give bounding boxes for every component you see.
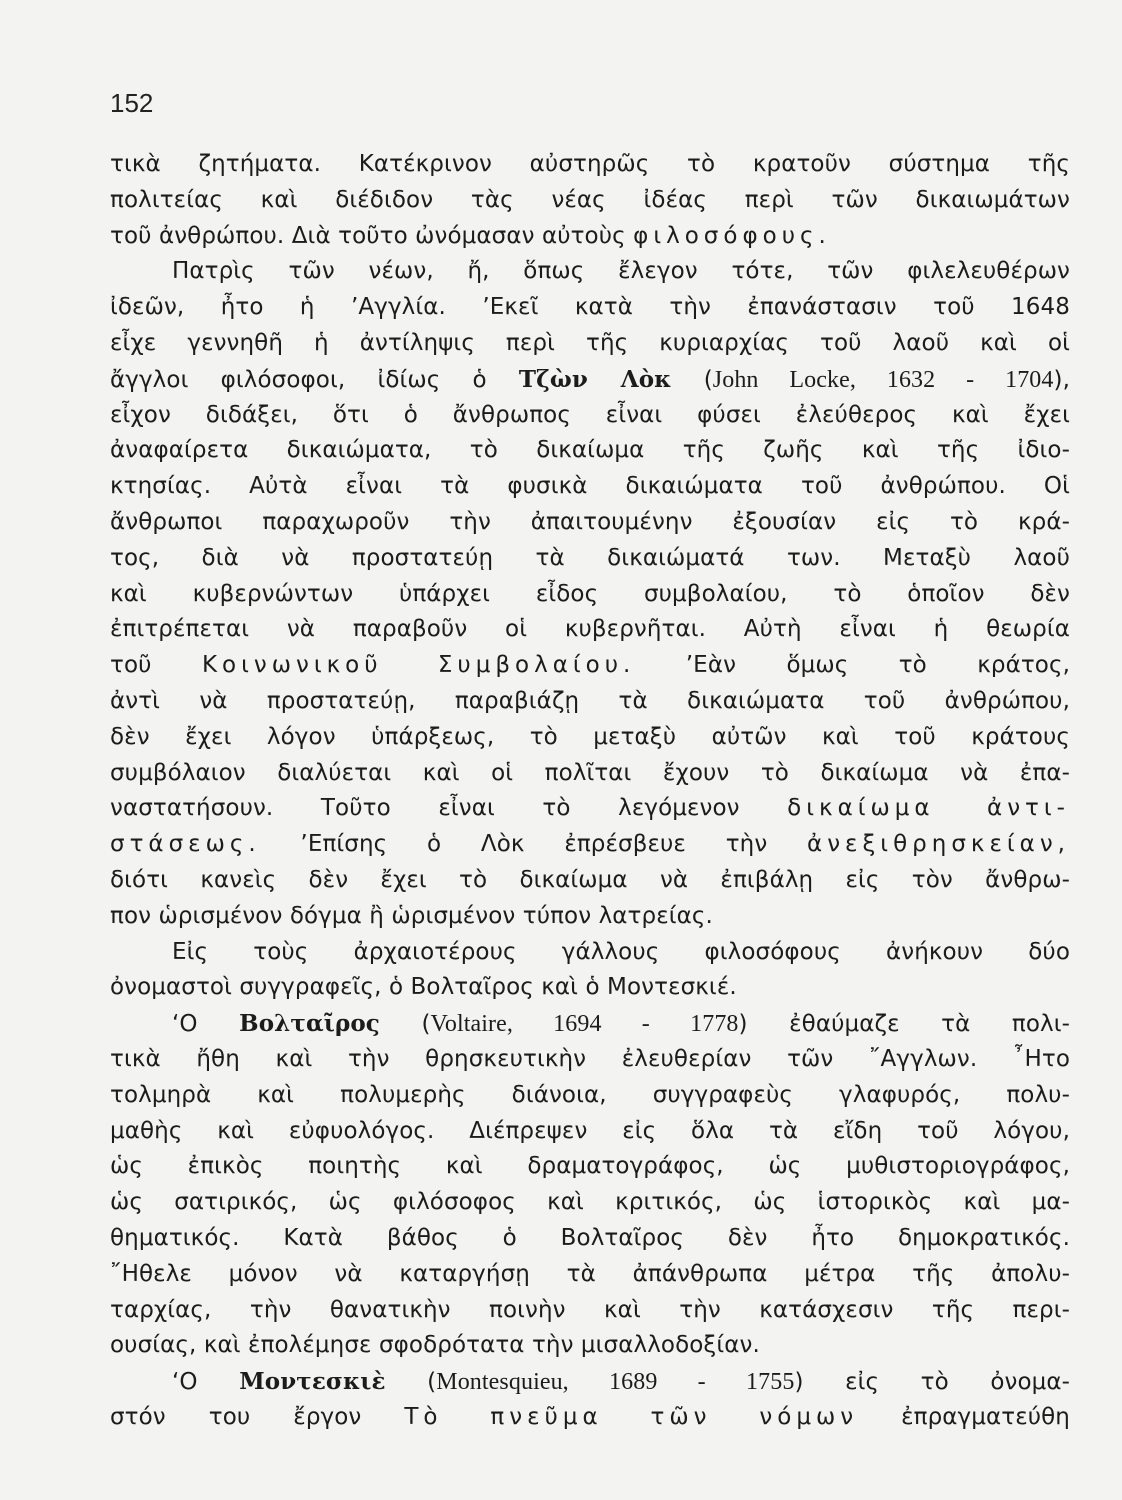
text-line <box>110 863 1070 899</box>
text-line <box>110 1328 1070 1364</box>
text-segment: συμβόλαιον διαλύεται καὶ οἱ πολῖται ἔχουν τὸ δικαίωμα νὰ ἐπα- <box>110 759 1070 786</box>
text-line <box>110 577 1070 613</box>
text-segment: ) ἐθαύμαζε τὰ πολι- <box>738 1011 1071 1038</box>
text-segment: ναστατήσουν. Τοῦτο εἶναι τὸ λεγόμενον <box>110 795 788 822</box>
text-line <box>110 147 1070 183</box>
bold-name: Τζὼν Λὸκ <box>518 365 672 393</box>
text-line <box>110 541 1070 577</box>
text-line <box>110 970 1070 1006</box>
text-segment: Πατρὶς τῶν νέων, ἤ, ὅπως ἔλεγον τότε, τῶν φιλελευθέρων <box>172 258 1070 285</box>
text-line <box>110 362 1070 398</box>
text-line <box>110 791 1070 827</box>
text-segment: ἐπραγματεύθη <box>858 1403 1070 1430</box>
text-segment: θηματικός. Κατὰ βάθος ὁ Βολταῖρος δὲν ἦτο δημοκρατικός. <box>110 1224 1070 1251</box>
text-segment: τος, διὰ νὰ προστατεύῃ τὰ δικαιώματά των. Μεταξὺ λαοῦ <box>110 544 1070 571</box>
text-segment: ὡς σατιρικός, ὡς φιλόσοφος καὶ κριτικός, ὡς ἱστορικὸς καὶ μα- <box>110 1189 1070 1216</box>
text-segment: ( <box>671 366 713 393</box>
text-line <box>110 326 1070 362</box>
latin-reference: Montesquieu, 1689 - 1755 <box>436 1369 795 1396</box>
text-segment: εἶχον διδάξει, ὅτι ὁ ἄνθρωπος εἶναι φύσει ἐλεύθερος καὶ ἔχει <box>110 401 1070 428</box>
text-line <box>110 505 1070 541</box>
text-segment: διότι κανεὶς δὲν ἔχει τὸ δικαίωμα νὰ ἐπιβάλῃ εἰς τὸν ἄνθρω- <box>110 866 1070 893</box>
text-segment: ἐπιτρέπεται νὰ παραβοῦν οἱ κυβερνῆται. Αὐτὴ εἶναι ἡ θεωρία <box>110 616 1070 643</box>
text-segment: ), <box>1053 366 1070 393</box>
text-line <box>110 648 1070 684</box>
latin-reference: John Locke, 1632 - 1704 <box>712 366 1054 393</box>
text-segment: ’Εὰν ὅμως τὸ κράτος, <box>635 652 1070 679</box>
text-segment: καὶ κυβερνώντων ὑπάρχει εἶδος συμβολαίου, τὸ ὁποῖον δὲν <box>110 580 1070 607</box>
text-segment: ἄγγλοι φιλόσοφοι, ἰδίως ὁ <box>110 366 519 393</box>
text-line <box>110 827 1070 863</box>
text-segment: ( <box>379 1011 431 1038</box>
text-line <box>110 935 1070 971</box>
text-segment: ῎Ηθελε μόνον νὰ καταργήσῃ τὰ ἀπάνθρωπα μέτρα τῆς ἀπολυ- <box>110 1260 1070 1287</box>
spaced-term: στάσεως. <box>110 831 261 858</box>
text-segment: πολιτείας καὶ διέδιδον τὰς νέας ἰδέας περὶ τῶν δικαιωμάτων <box>110 186 1070 213</box>
body-text <box>110 147 1070 1436</box>
text-segment: ὡς ἐπικὸς ποιητὴς καὶ δραματογράφος, ὡς μυθιστοριογράφος, <box>110 1153 1070 1180</box>
text-line <box>110 1149 1070 1185</box>
text-segment: στόν του ἔργον <box>110 1403 405 1430</box>
text-segment: ( <box>385 1369 437 1396</box>
text-line <box>110 1257 1070 1293</box>
text-segment: πον ὡρισμένον δόγμα ἢ ὡρισμένον τύπον λατρείας. <box>110 902 713 929</box>
text-line <box>110 254 1070 290</box>
text-segment: ἰδεῶν, ἦτο ἡ ’Αγγλία. ’Εκεῖ κατὰ τὴν ἐπανάστασιν τοῦ 1648 <box>110 294 1070 321</box>
text-segment: ὀνομαστοὶ συγγραφεῖς, ὁ Βολταῖρος καὶ ὁ Μοντεσκιέ. <box>110 974 737 1001</box>
text-segment: τοῦ <box>110 652 202 679</box>
text-line <box>110 899 1070 935</box>
text-line <box>110 1042 1070 1078</box>
spaced-term: Κοινωνικοῦ Συμβολαίου. <box>201 652 636 679</box>
text-segment: τολμηρὰ καὶ πολυμερὴς διάνοια, συγγραφεὺς γλαφυρός, πολυ- <box>110 1081 1070 1108</box>
text-line <box>110 612 1070 648</box>
text-segment: τικὰ ἤθη καὶ τὴν θρησκευτικὴν ἐλευθερίαν τῶν ῎Αγγλων. ῏Ητο <box>110 1045 1070 1072</box>
text-segment: τικὰ ζητήματα. Κατέκρινον αὐστηρῶς τὸ κρατοῦν σύστημα τῆς <box>110 151 1070 177</box>
text-line <box>110 684 1070 720</box>
text-segment: ἀντὶ νὰ προστατεύῃ, παραβιάζῃ τὰ δικαιώματα τοῦ ἀνθρώπου, <box>110 687 1070 714</box>
text-line <box>110 1364 1070 1400</box>
spaced-term: ἀνεξιθρησκείαν, <box>807 831 1070 858</box>
text-segment: ‘Ο <box>172 1369 240 1396</box>
text-line <box>110 219 1070 255</box>
text-segment: τοῦ ἀνθρώπου. Διὰ τοῦτο ὠνόμασαν αὐτοὺς <box>110 222 634 249</box>
text-segment: ’Επίσης ὁ Λὸκ ἐπρέσβευε τὴν <box>260 831 808 858</box>
text-segment: ἄνθρωποι παραχωροῦν τὴν ἀπαιτουμένην ἐξουσίαν εἰς τὸ κρά- <box>110 508 1070 535</box>
text-line <box>110 720 1070 756</box>
text-line <box>110 398 1070 434</box>
text-segment: ἀναφαίρετα δικαιώματα, τὸ δικαίωμα τῆς ζωῆς καὶ τῆς ἰδιο- <box>110 437 1070 464</box>
spaced-term: φιλοσόφους. <box>633 222 831 249</box>
text-line <box>110 756 1070 792</box>
text-line <box>110 1078 1070 1114</box>
text-segment: μαθὴς καὶ εὐφυολόγος. Διέπρεψεν εἰς ὅλα τὰ εἴδη τοῦ λόγου, <box>110 1117 1070 1144</box>
text-line <box>110 1006 1070 1042</box>
text-segment: Εἰς τοὺς ἀρχαιοτέρους γάλλους φιλοσόφους ἀνήκουν δύο <box>172 938 1070 965</box>
text-segment: ταρχίας, τὴν θανατικὴν ποινὴν καὶ τὴν κατάσχεσιν τῆς περι- <box>110 1296 1070 1323</box>
bold-name: Μοντεσκιὲ <box>239 1368 386 1396</box>
text-segment: ‘Ο <box>172 1011 240 1038</box>
text-segment: δὲν ἔχει λόγον ὑπάρξεως, τὸ μεταξὺ αὐτῶν καὶ τοῦ κράτους <box>110 723 1070 750</box>
text-line <box>110 1114 1070 1150</box>
text-line <box>110 469 1070 505</box>
bold-name: Βολταῖρος <box>239 1010 380 1038</box>
text-line <box>110 1400 1070 1436</box>
text-line <box>110 433 1070 469</box>
text-line <box>110 1185 1070 1221</box>
spaced-term: Τὸ πνεῦμα τῶν νόμων <box>404 1403 859 1430</box>
latin-reference: Voltaire, 1694 - 1778 <box>430 1011 739 1038</box>
text-line <box>110 183 1070 219</box>
text-segment: κτησίας. Αὐτὰ εἶναι τὰ φυσικὰ δικαιώματα τοῦ ἀνθρώπου. Οἱ <box>110 473 1070 500</box>
text-line <box>110 290 1070 326</box>
page-number: 152 <box>110 88 154 118</box>
text-line <box>110 1293 1070 1329</box>
text-segment: ) εἰς τὸ ὀνομα- <box>794 1369 1071 1396</box>
spaced-term: δικαίωμα ἀντι- <box>787 795 1070 822</box>
text-line <box>110 1221 1070 1257</box>
text-segment: εἶχε γεννηθῆ ἡ ἀντίληψις περὶ τῆς κυριαρχίας τοῦ λαοῦ καὶ οἱ <box>110 329 1070 356</box>
text-segment: ουσίας, καὶ ἐπολέμησε σφοδρότατα τὴν μισαλλοδοξίαν. <box>110 1332 760 1359</box>
